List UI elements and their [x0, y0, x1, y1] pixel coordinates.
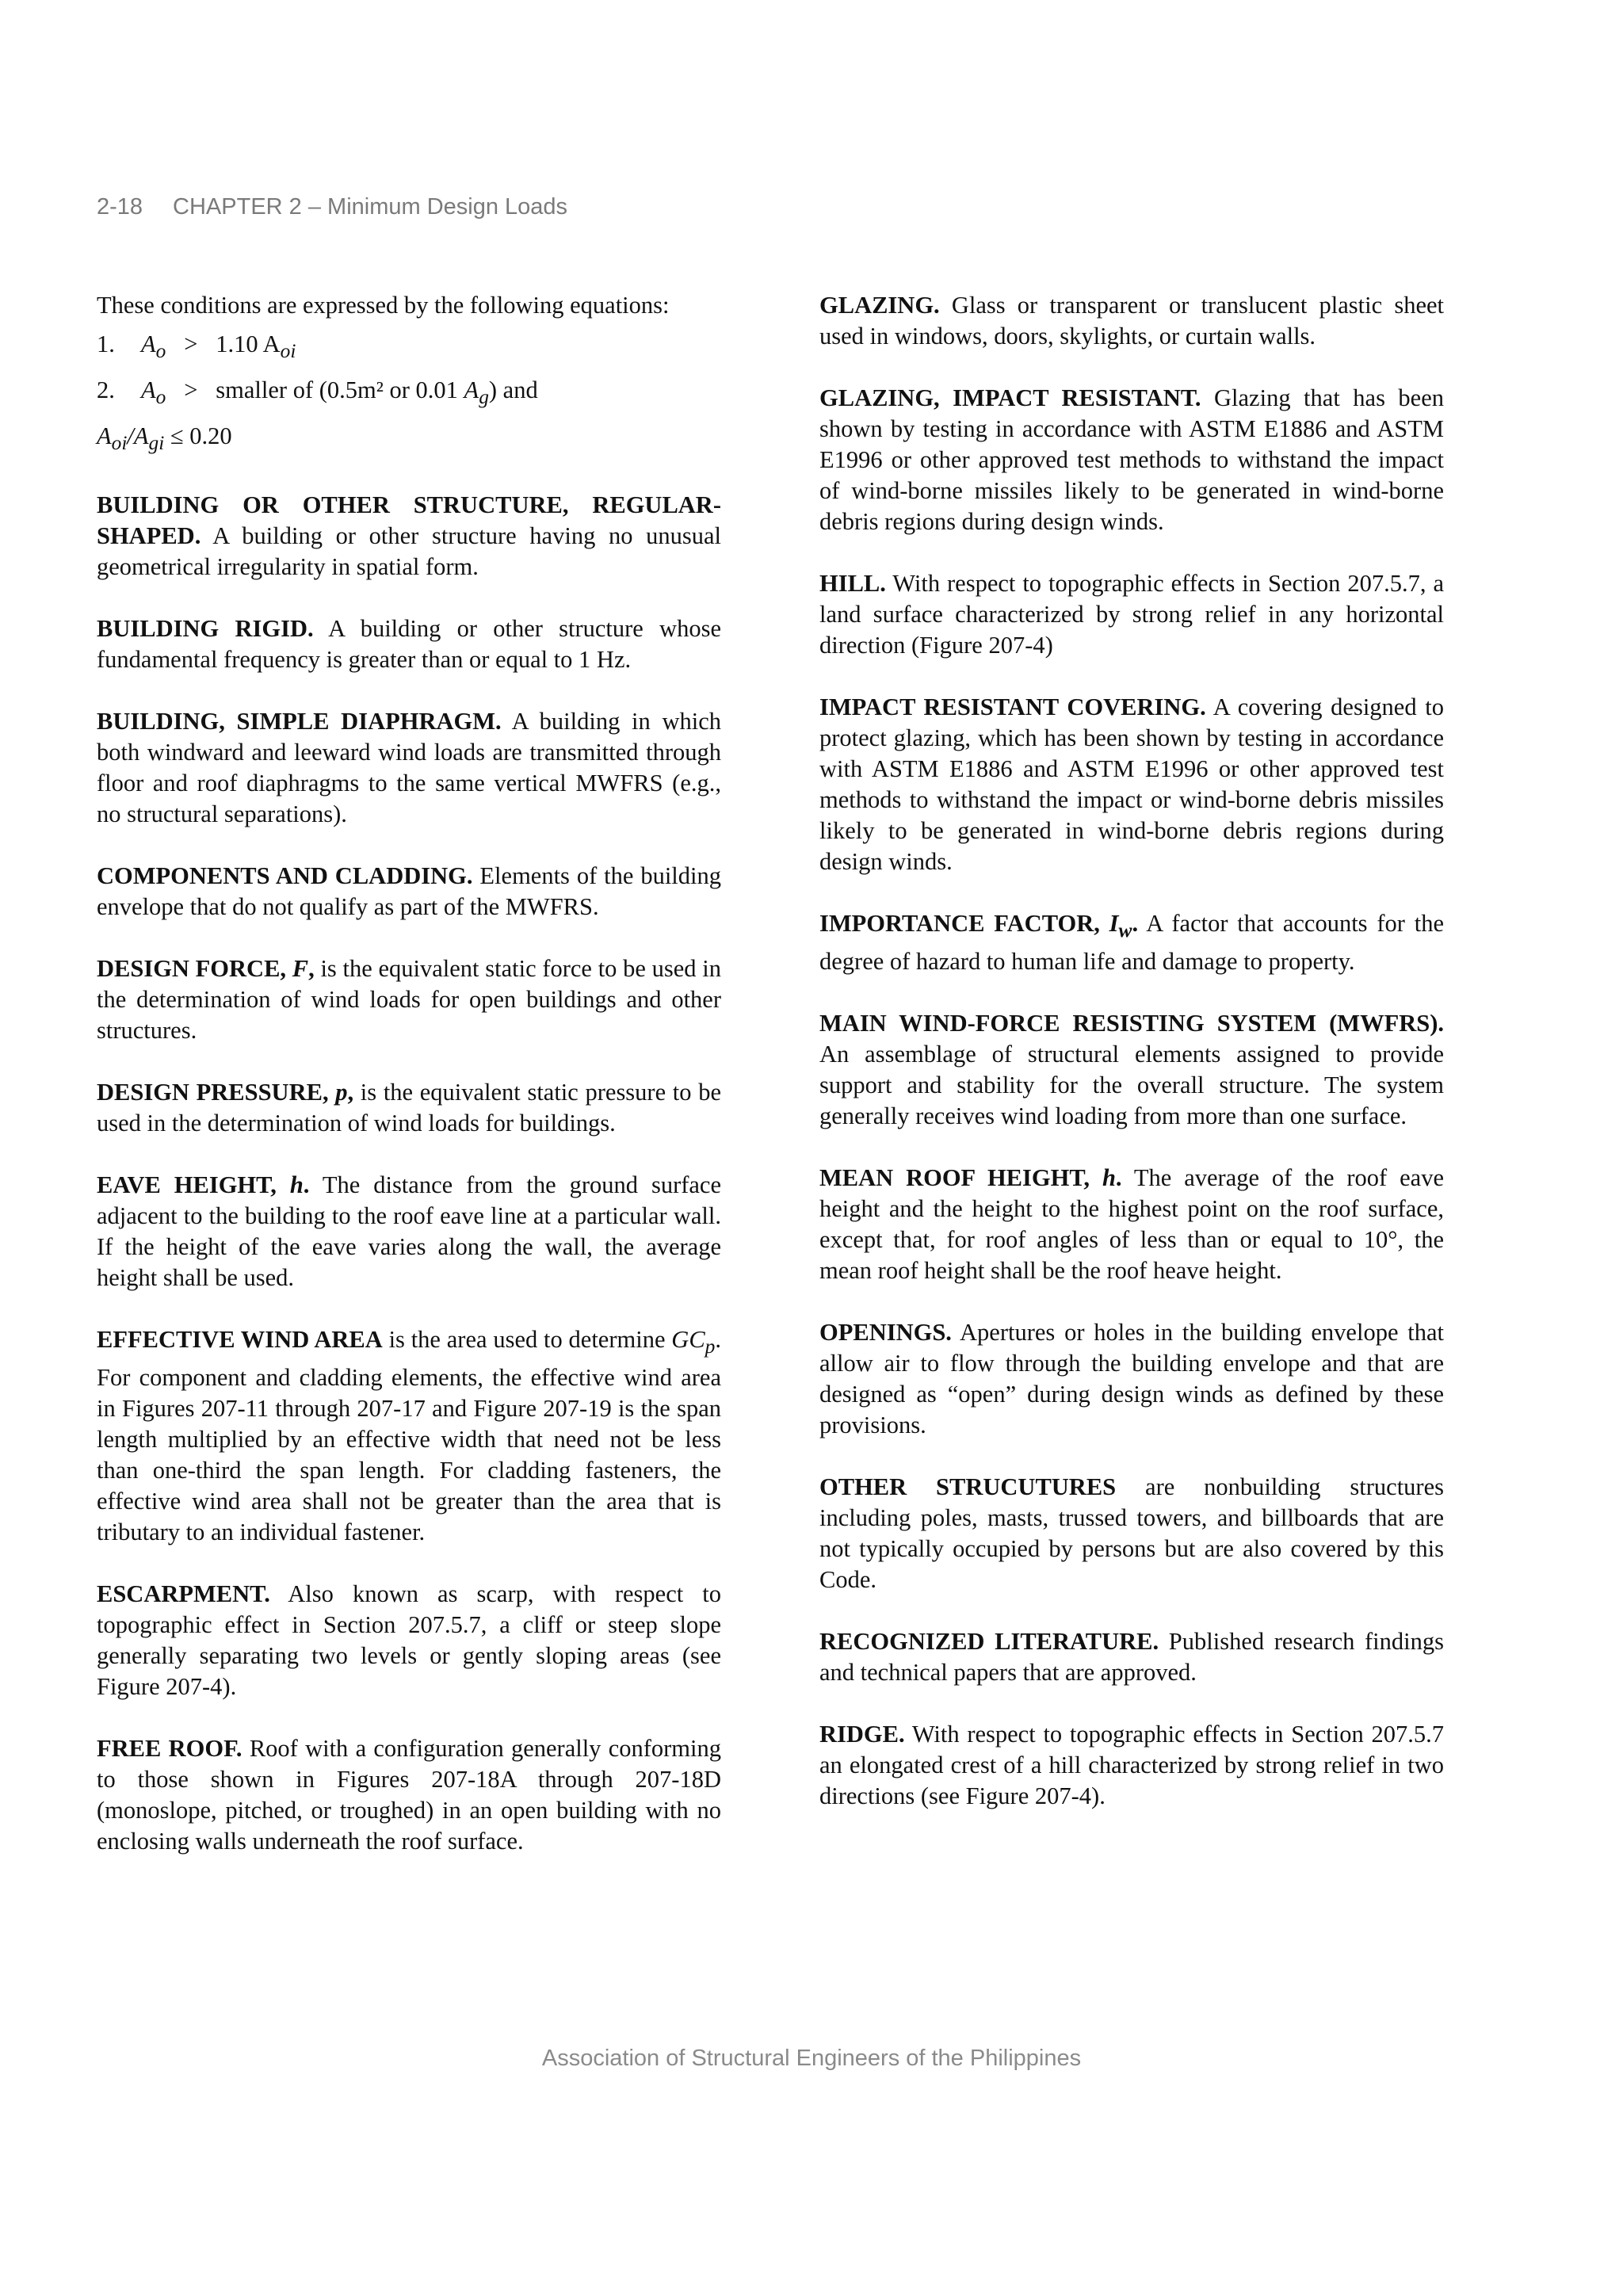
definition-recognized-literature: RECOGNIZED LITERATURE. Published research findings and technical papers that are approved.: [819, 1628, 1444, 1687]
equation-2-line-2: $A_{oi}/A_{gi} \le 0.20$: [97, 422, 232, 455]
definition-glazing-impact-resistant: GLAZING, IMPACT RESISTANT. Glazing that has been shown by testing in accordance with ASTM E1886 and ASTM E1996 or other approved test methods to withstand the impact of wind-borne missiles likely to be generated in wind-borne debris regions during design winds.: [819, 384, 1444, 535]
definition-ridge: RIDGE. With respect to topographic effects in Section 207.5.7 an elongated crest of a hill characterized by strong relief in two directions (see Figure 207-4).: [819, 1721, 1444, 1810]
definition-components-and-cladding: COMPONENTS AND CLADDING. Elements of the building envelope that do not qualify as part of the MWFRS.: [97, 862, 721, 921]
page-footer: Association of Structural Engineers of the Philippines: [541, 2046, 1082, 2071]
definition-building-regular-shaped: BUILDING OR OTHER STRUCTURE, REGULAR-SHAPED. A building or other structure having no unusual geometrical irregularity in spatial form.: [97, 491, 721, 581]
equation-2: 2. $A_o$ > smaller of (0.5m² or 0.01 $A_g$) and: [97, 376, 538, 409]
chapter-title: CHAPTER 2 – Minimum Design Loads: [173, 194, 568, 220]
definition-building-simple-diaphragm: BUILDING, SIMPLE DIAPHRAGM. A building in which both windward and leeward wind loads are transmitted through floor and roof diaphragms to the same vertical MWFRS (e.g., no structural separations).: [97, 708, 721, 828]
definition-hill: HILL. With respect to topographic effects in Section 207.5.7, a land surface characterized by strong relief in any horizontal direction (Figure 207-4): [819, 570, 1444, 659]
right-column: [819, 290, 1444, 1843]
page-number: 2-18: [97, 194, 143, 220]
definition-glazing: GLAZING. Glass or transparent or translucent plastic sheet used in windows, doors, skylights, or curtain walls.: [819, 292, 1444, 350]
equation-1: 1. $A_o$ > 1.10 $A_{oi}$: [97, 330, 296, 363]
definition-building-rigid: BUILDING RIGID. A building or other structure whose fundamental frequency is greater than or equal to 1 Hz.: [97, 615, 721, 674]
definition-impact-resistant-covering: IMPACT RESISTANT COVERING. A covering designed to protect glazing, which has been shown by testing in accordance with ASTM E1886 and ASTM E1996 or other approved test methods to withstand the impact or wind-borne debris missiles likely to be generated in wind-borne debris regions during design winds.: [819, 693, 1444, 875]
definition-mwfrs: MAIN WIND-FORCE RESISTING SYSTEM (MWFRS). An assemblage of structural elements assigned to provide support and stability for the overall structure. The system generally receives wind loading from more than one surface.: [819, 1010, 1444, 1130]
definition-openings: OPENINGS. Apertures or holes in the building envelope that allow air to flow through the building envelope and that are designed as “open” during design winds as defined by these provisions.: [819, 1319, 1444, 1439]
equations: [97, 329, 721, 459]
definition-eave-height: EAVE HEIGHT, h. The distance from the ground surface adjacent to the building to the roof eave line at a particular wall. If the height of the eave varies along the wall, the average height shall be used.: [97, 1171, 721, 1292]
definition-design-pressure: DESIGN PRESSURE, p, is the equivalent static pressure to be used in the determination of wind loads for buildings.: [97, 1079, 721, 1137]
definition-effective-wind-area: EFFECTIVE WIND AREA is the area used to determine $GC_p$. For component and cladding elements, the effective wind area in Figures 207-11 through 207-17 and Figure 207-19 is the span length multiplied by an effective width that need not be less than one-third the span length. For cladding fasteners, the effective wind area shall not be greater than the area that is tributary to an individual fastener.: [97, 1326, 721, 1546]
running-header: [97, 194, 567, 220]
definition-escarpment: ESCARPMENT. Also known as scarp, with respect to topographic effect in Section 207.5.7, a cliff or steep slope generally separating two levels or gently sloping areas (see Figure 207-4).: [97, 1580, 721, 1701]
definition-design-force: DESIGN FORCE, F, is the equivalent static force to be used in the determination of wind loads for open buildings and other structures.: [97, 955, 721, 1045]
definition-free-roof: FREE ROOF. Roof with a configuration generally conforming to those shown in Figures 207-18A through 207-18D (monoslope, pitched, or troughed) in an open building with no enclosing walls underneath the roof surface.: [97, 1735, 721, 1855]
left-column: [97, 290, 721, 1888]
definition-importance-factor: IMPORTANCE FACTOR, $I_w$. A factor that accounts for the degree of hazard to human life and damage to property.: [819, 910, 1444, 976]
equations-intro: These conditions are expressed by the following equations:: [97, 292, 670, 319]
definition-other-structures: OTHER STRUCUTURES are nonbuilding structures including poles, masts, trussed towers, and billboards that are not typically occupied by persons but are also covered by this Code.: [819, 1473, 1444, 1594]
definition-mean-roof-height: MEAN ROOF HEIGHT, h. The average of the roof eave height and the height to the highest point on the roof surface, except that, for roof angles of less than or equal to 10°, the mean roof height shall be the roof heave height.: [819, 1164, 1444, 1285]
